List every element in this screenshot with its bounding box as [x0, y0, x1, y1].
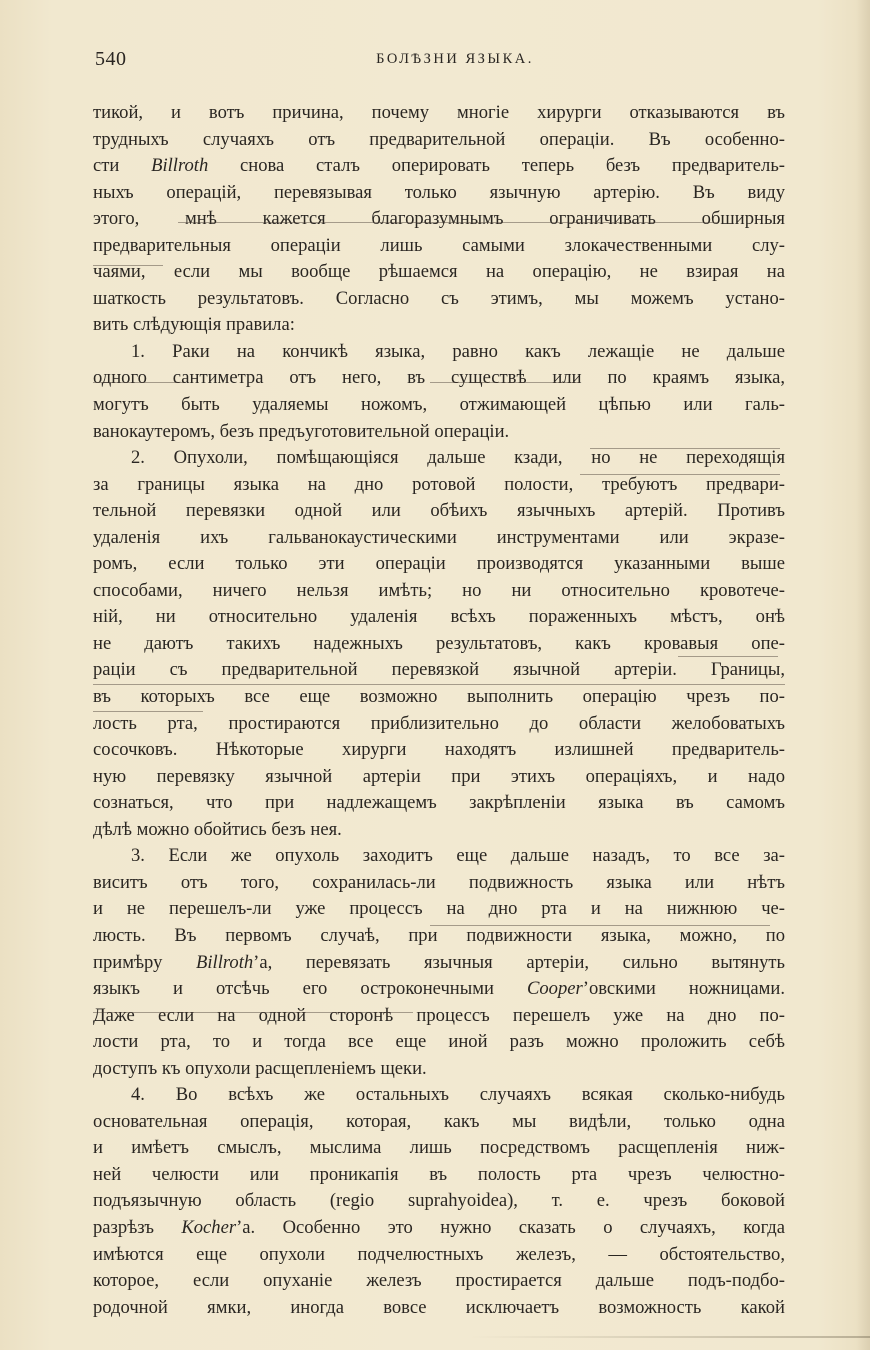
text-line: удаленія ихъ гальванокаустическими инструментами или экразе-: [93, 526, 785, 548]
text-line: ній, ни относительно удаленія всѣхъ пораженныхъ мѣстъ, онѣ: [93, 606, 785, 628]
text-line: 1. Раки на кончикѣ языка, равно какъ лежащіе не дальше: [131, 340, 785, 362]
text-line: родочной ямки, иногда вовсе исключаетъ возможность какой: [93, 1296, 785, 1318]
page-number: 540: [95, 48, 127, 70]
italic-name: Kocher: [181, 1216, 237, 1238]
text-line: тельной перевязки одной или обѣихъ язычныхъ артерій. Противъ: [93, 500, 785, 522]
text-line: за границы языка на дно ротовой полости, требуютъ предвари-: [93, 473, 785, 495]
text-line: и не перешелъ-ли уже процессъ на дно рта и на нижнюю че-: [93, 898, 785, 920]
text-line: сосочковъ. Нѣкоторые хирурги находятъ излишней предваритель-: [93, 739, 785, 761]
text-line: не даютъ такихъ надежныхъ результатовъ, какъ кровавыя опе-: [93, 632, 785, 654]
pencil-mark: [93, 265, 163, 266]
pencil-mark: [93, 684, 785, 685]
text-line: дѣлѣ можно обойтись безъ нея.: [93, 818, 342, 840]
text-run: сти: [93, 155, 152, 177]
text-run: ’а, перевязать язычныя артеріи, сильно вытянуть: [253, 951, 785, 973]
text-line: виситъ отъ того, сохранилась-ли подвижность языка или нѣтъ: [93, 871, 785, 893]
text-line: доступъ къ опухоли расщепленіемъ щеки.: [93, 1057, 427, 1079]
text-line: лость рта, простираются приблизительно до области желобоватыхъ: [93, 712, 785, 734]
running-title: БОЛѢЗНИ ЯЗЫКА.: [376, 51, 534, 67]
text-line: [93, 950, 785, 977]
text-line: одного сантиметра отъ него, въ существѣ или по краямъ языка,: [93, 367, 785, 389]
text-line: [93, 153, 785, 180]
text-line: люсть. Въ первомъ случаѣ, при подвижности языка, можно, по: [93, 924, 785, 946]
pencil-mark: [178, 222, 718, 223]
text-line: предварительныя операціи лишь самыми злокачественными слу-: [93, 234, 785, 256]
pencil-mark: [590, 448, 780, 449]
text-line: и имѣетъ смыслъ, мыслима лишь посредствомъ расщепленія ниж-: [93, 1137, 785, 1159]
text-line: основательная операція, которая, какъ мы видѣли, только одна: [93, 1110, 785, 1132]
text-line: могутъ быть удаляемы ножомъ, отжимающей цѣпью или галь-: [93, 394, 785, 416]
pencil-mark: [430, 925, 770, 926]
text-line: имѣются еще опухоли подчелюстныхъ железъ, — обстоятельство,: [93, 1243, 785, 1265]
text-line: вить слѣдующія правила:: [93, 314, 295, 336]
pencil-mark: [580, 474, 780, 475]
text-line: подъязычную область (regio suprahyoidea), т. е. чрезъ боковой: [93, 1190, 785, 1212]
text-line: ней челюсти или проникапія въ полость рта чрезъ челюстно-: [93, 1163, 785, 1185]
italic-name: Billroth: [151, 155, 209, 177]
text-line: въ которыхъ все еще возможно выполнить операцію чрезъ по-: [93, 686, 785, 708]
pencil-mark: [93, 1012, 413, 1013]
text-line: способами, ничего нельзя имѣть; но ни относительно кровотече-: [93, 579, 785, 601]
text-run: языкъ и отсѣчь его остроконечными: [93, 978, 527, 1000]
text-line: которое, если опуханіе железъ простирается дальше подъ-подбо-: [93, 1270, 785, 1292]
text-line: чаями, если мы вообще рѣшаемся на операцію, не взирая на: [93, 261, 785, 283]
page-bottom-shade: [470, 1336, 870, 1338]
text-line: тикой, и вотъ причина, почему многіе хирурги отказываются въ: [93, 102, 785, 123]
text-line: 3. Если же опухоль заходитъ еще дальше назадъ, то все за-: [131, 845, 785, 867]
pencil-mark: [93, 711, 203, 712]
text-line: этого, мнѣ кажется благоразумнымъ ограничивать обширныя: [93, 208, 785, 230]
text-run: примѣру: [93, 951, 196, 973]
running-head: [95, 48, 785, 74]
text-run: разрѣзъ: [93, 1216, 182, 1238]
italic-name: Billroth: [196, 951, 254, 973]
pencil-mark: [678, 656, 778, 657]
pencil-mark: [93, 382, 183, 383]
text-line: ванокаутеромъ, безъ предъуготовительной операціи.: [93, 420, 510, 442]
text-line: Даже если на одной сторонѣ процессъ перешелъ уже на дно по-: [93, 1004, 785, 1026]
text-line: [93, 976, 785, 1003]
text-line: лости рта, то и тогда все еще иной разъ можно проложить себѣ: [93, 1031, 785, 1053]
text-line: 4. Во всѣхъ же остальныхъ случаяхъ всякая сколько-нибудь: [131, 1084, 785, 1106]
page-edge-shadow: [856, 0, 870, 1350]
text-line: раціи съ предварительной перевязкой язычной артеріи. Границы,: [93, 659, 785, 681]
text-run: ’а. Особенно это нужно сказать о случаяхъ, когда: [236, 1216, 785, 1238]
text-line: 2. Опухоли, помѣщающіяся дальше кзади, но не переходящія: [131, 447, 785, 469]
text-line: сознаться, что при надлежащемъ закрѣпленіи языка въ самомъ: [93, 792, 785, 814]
text-run: ’овскими ножницами.: [582, 978, 785, 1000]
text-line: ромъ, если только эти операціи производятся указанными выше: [93, 553, 785, 575]
text-line: шаткость результатовъ. Согласно съ этимъ, мы можемъ устано-: [93, 287, 785, 309]
text-run: снова сталъ оперировать теперь безъ предваритель-: [208, 155, 785, 177]
pencil-mark: [430, 382, 580, 383]
text-line: ную перевязку язычной артеріи при этихъ операціяхъ, и надо: [93, 765, 785, 787]
text-line: ныхъ операцій, перевязывая только язычную артерію. Въ виду: [93, 181, 785, 203]
text-line: трудныхъ случаяхъ отъ предварительной операціи. Въ особенно-: [93, 128, 785, 150]
text-line: [93, 1215, 785, 1242]
italic-name: Cooper: [526, 978, 583, 1000]
